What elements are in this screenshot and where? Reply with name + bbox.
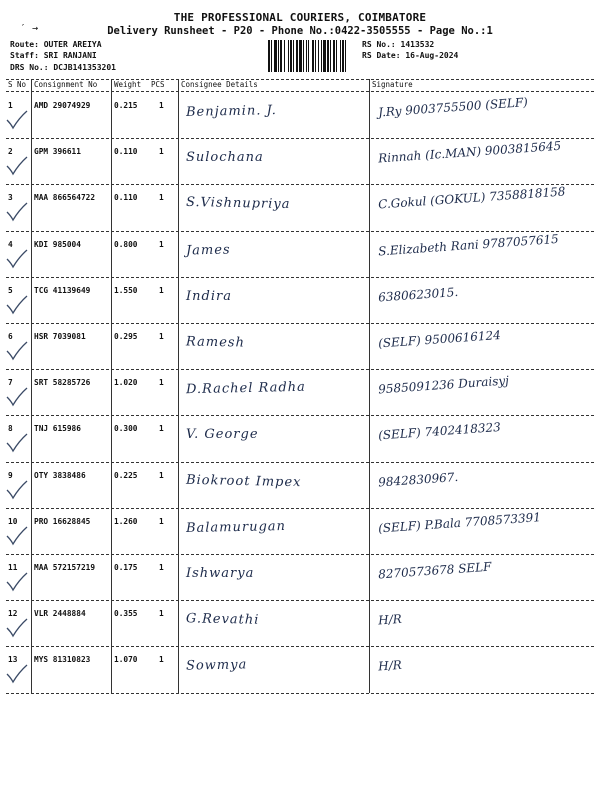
row-consignment-no: MAA 866564722 [34,193,96,202]
rs-date: RS Date: 16-Aug-2024 [362,51,459,60]
row-weight: 1.070 [114,655,138,664]
row-consignee-name: G.Revathi [185,611,260,628]
row-divider [6,508,594,509]
row-sno: 13 [8,655,18,664]
row-divider [6,231,594,232]
row-pcs: 1 [159,517,164,526]
col-signature: Signature [372,80,413,89]
row-divider [6,554,594,555]
row-consignment-no: KDI 985004 [34,240,81,249]
row-sno: 5 [8,286,13,295]
row-sno: 6 [8,332,13,341]
row-consignment-no: VLR 2448884 [34,609,86,618]
row-weight: 0.110 [114,147,138,156]
checkmark-icon [5,618,29,638]
checkmark-icon [5,341,29,361]
barcode-image [268,40,358,72]
row-consignee-name: Sowmya [185,657,248,674]
row-pcs: 1 [159,286,164,295]
row-signature: J.Ry 9003755500 (SELF) [377,95,529,120]
corner-mark: ′ → [20,23,39,34]
row-consignee-name: Biokroot Impex [185,472,302,491]
row-weight: 0.110 [114,193,138,202]
drs-number: DRS No.: DCJB141353201 [10,63,116,72]
checkmark-icon [5,202,29,222]
row-sno: 2 [8,147,13,156]
row-divider [6,646,594,647]
row-sno: 12 [8,609,18,618]
row-consignee-name: Benjamin. J. [185,103,278,120]
row-signature: (SELF) 9500616124 [377,327,502,351]
row-signature: 9585091236 Duraisyj [377,373,510,397]
row-signature: (SELF) 7402418323 [377,419,502,443]
row-consignment-no: OTY 3838486 [34,471,86,480]
barcode-bar [346,40,348,72]
row-consignee-name: James [185,242,231,259]
row-sno: 10 [8,517,18,526]
col-consignee: Consignee Details [181,80,258,89]
checkmark-icon [5,387,29,407]
row-consignee-name: Sulochana [186,150,264,165]
row-consignee-name: Ramesh [185,334,246,351]
row-consignee-name: Indira [186,289,232,304]
checkmark-icon [5,249,29,269]
checkmark-icon [5,156,29,176]
row-divider [6,184,594,185]
row-signature: 9842830967. [377,469,459,490]
checkmark-icon [5,433,29,453]
row-consignment-no: HSR 7039081 [34,332,86,341]
row-sno: 3 [8,193,13,202]
row-sno: 8 [8,424,13,433]
checkmark-icon [5,295,29,315]
row-pcs: 1 [159,378,164,387]
col-consignment: Consignment No [34,80,98,89]
row-divider [6,323,594,324]
row-divider [6,369,594,370]
checkmark-icon [5,664,29,684]
row-consignment-no: PRO 16628845 [34,517,91,526]
row-consignee-name: V. George [186,427,259,442]
row-sno: 11 [8,563,18,572]
row-pcs: 1 [159,332,164,341]
row-weight: 0.300 [114,424,138,433]
runsheet-subtitle: Delivery Runsheet - P20 - Phone No.:0422-3505555 - Page No.:1 [107,25,493,37]
row-divider [6,138,594,139]
row-sno: 9 [8,471,13,480]
row-divider [6,600,594,601]
row-sno: 1 [8,101,13,110]
row-pcs: 1 [159,563,164,572]
row-pcs: 1 [159,193,164,202]
row-divider [6,462,594,463]
row-pcs: 1 [159,101,164,110]
checkmark-icon [5,572,29,592]
row-consignee-name: Ishwarya [186,566,255,581]
row-pcs: 1 [159,471,164,480]
header-top-rule [6,79,594,80]
staff-label: Staff: SRI RANJANI [10,51,97,60]
row-consignment-no: SRT 58285726 [34,378,91,387]
row-weight: 0.355 [114,609,138,618]
row-divider [6,415,594,416]
row-pcs: 1 [159,655,164,664]
header-bottom-rule [6,91,594,92]
row-signature: S.Elizabeth Rani 9787057615 [377,231,560,259]
row-weight: 1.260 [114,517,138,526]
company-title: THE PROFESSIONAL COURIERS, COIMBATORE [173,11,427,24]
row-weight: 1.020 [114,378,138,387]
row-consignment-no: MYS 81310823 [34,655,91,664]
row-weight: 0.800 [114,240,138,249]
row-consignment-no: MAA 572157219 [34,563,96,572]
row-consignee-name: D.Rachel Radha [185,379,307,398]
rs-number: RS No.: 1413532 [362,40,435,49]
row-signature: (SELF) P.Bala 7708573391 [377,510,542,536]
row-weight: 0.215 [114,101,138,110]
col-sno: S No [8,80,27,89]
row-signature: Rinnah (Ic.MAN) 9003815645 [377,138,562,166]
row-consignment-no: GPM 396611 [34,147,81,156]
row-consignee-name: S.Vishnupriya [185,194,291,213]
row-weight: 1.550 [114,286,138,295]
row-consignee-name: Balamurugan [185,518,287,537]
row-pcs: 1 [159,424,164,433]
route-label: Route: OUTER AREIYA [10,40,102,49]
row-sno: 7 [8,378,13,387]
row-pcs: 1 [159,609,164,618]
row-sno: 4 [8,240,13,249]
row-divider [6,277,594,278]
row-pcs: 1 [159,147,164,156]
row-signature: C.Gokul (GOKUL) 7358818158 [377,184,566,212]
col-pcs: PCS [151,80,165,89]
checkmark-icon [5,480,29,500]
row-consignment-no: TNJ 615986 [34,424,81,433]
row-pcs: 1 [159,240,164,249]
row-weight: 0.295 [114,332,138,341]
row-divider [6,693,594,694]
row-signature: 8270573678 SELF [377,559,492,582]
row-weight: 0.225 [114,471,138,480]
col-weight: Weight [114,80,142,89]
row-consignment-no: TCG 41139649 [34,286,91,295]
row-signature: H/R [377,657,403,674]
row-signature: 6380623015. [377,284,459,305]
row-weight: 0.175 [114,563,138,572]
checkmark-icon [5,526,29,546]
checkmark-icon [5,110,29,130]
row-consignment-no: AMD 29074929 [34,101,91,110]
row-signature: H/R [377,611,403,628]
